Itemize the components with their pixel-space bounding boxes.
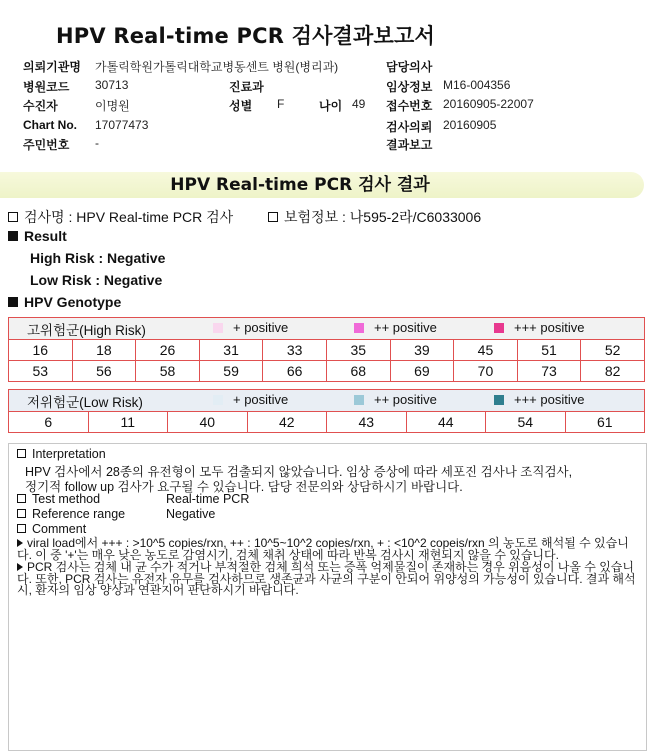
clinical-label: 임상정보 [386, 80, 433, 94]
genotype-cell: 69 [390, 361, 454, 382]
genotype-cell: 61 [565, 412, 645, 433]
genotype-line [8, 294, 121, 310]
rrn-value: - [95, 136, 99, 150]
genotype-cell: 40 [168, 412, 248, 433]
low-risk-result: Low Risk : Negative [30, 272, 163, 288]
test-name: 검사명 : HPV Real-time PCR 검사 [24, 209, 234, 225]
genotype-cell: 35 [326, 340, 390, 361]
checkbox-icon [8, 231, 18, 241]
report-title: HPV Real-time PCR 검사결과보고서 [56, 24, 435, 48]
insurance-info: 보험정보 : 나595-2라/C6033006 [284, 209, 482, 225]
genotype-cell: 68 [326, 361, 390, 382]
checkbox-icon [17, 494, 26, 503]
genotype-cell: 42 [247, 412, 327, 433]
legend-plus3-low [494, 392, 584, 407]
genotype-cell: 26 [136, 340, 200, 361]
genotype-cell: 18 [72, 340, 136, 361]
age-label: 나이 [319, 99, 343, 113]
genotype-cell: 54 [486, 412, 566, 433]
result-report-label: 결과보고 [386, 138, 433, 152]
dept-label: 진료과 [229, 80, 264, 94]
genotype-cell: 33 [263, 340, 327, 361]
genotype-cell: 66 [263, 361, 327, 382]
interpretation-header [17, 447, 106, 461]
checkbox-icon [8, 212, 18, 222]
table-row [9, 361, 645, 382]
receipt-value: 20160905-22007 [443, 97, 534, 111]
interpretation-box [8, 443, 647, 751]
legend-plus2-high [354, 320, 437, 335]
table-row [9, 412, 645, 433]
comment-paragraph-1 [17, 538, 642, 561]
high-risk-label: 고위험군(High Risk) [27, 322, 146, 338]
hospital-value: 가톨릭학원가톨릭대학교병동센트 병원(병리과) [95, 60, 339, 74]
swatch-icon [354, 395, 364, 405]
receipt-label: 접수번호 [386, 99, 433, 113]
result-line [8, 228, 67, 244]
table-row [9, 340, 645, 361]
legend-plus1-low [213, 392, 288, 407]
comment-text-1: viral load에서 +++ : >10^5 copies/rxn, ++ : 10^5~10^2 copies/rxn, + : <10^2 copeis/rxn 의 농도로 해석될 수 있습니다. 이 중 '+'는 매우 낮은 농도로 감염시기, 검체 채취 상태에 따라 반복 검사시 재현되지 않을 수 있습니다. [17, 536, 629, 562]
reference-range-row [17, 507, 125, 521]
swatch-icon [213, 395, 223, 405]
chart-label: Chart No. [23, 118, 77, 132]
checkbox-icon [17, 524, 26, 533]
legend-plus2-low [354, 392, 437, 407]
legend-label: ++ positive [374, 320, 437, 335]
genotype-cell: 56 [72, 361, 136, 382]
result-label: Result [24, 228, 67, 244]
bullet-arrow-icon [17, 563, 23, 571]
legend-label: +++ positive [514, 320, 585, 335]
swatch-icon [213, 323, 223, 333]
genotype-cell: 52 [581, 340, 645, 361]
legend-plus1-high [213, 320, 288, 335]
code-value: 30713 [95, 78, 129, 92]
genotype-cell: 59 [199, 361, 263, 382]
age-value: 49 [352, 97, 366, 111]
comment-label: Comment [32, 522, 87, 536]
genotype-cell: 11 [88, 412, 168, 433]
section-title: HPV Real-time PCR 검사 결과 [170, 175, 430, 195]
genotype-cell: 53 [9, 361, 73, 382]
checkbox-icon [17, 449, 26, 458]
comment-row [17, 522, 86, 536]
comment-paragraph-2 [17, 562, 642, 597]
genotype-cell: 43 [327, 412, 407, 433]
chart-value: 17077473 [95, 118, 149, 132]
genotype-cell: 45 [454, 340, 518, 361]
name-value: 이명원 [95, 99, 130, 113]
interpretation-line-1: HPV 검사에서 28종의 유전형이 모두 검출되지 않았습니다. 임상 증상에 따라 세포진 검사나 조직검사, [25, 465, 573, 479]
rrn-label: 주민번호 [23, 138, 70, 152]
low-risk-label: 저위험군(Low Risk) [27, 394, 143, 410]
interpretation-label: Interpretation [32, 447, 106, 461]
genotype-cell: 44 [406, 412, 486, 433]
high-risk-result: High Risk : Negative [30, 250, 166, 266]
genotype-label: HPV Genotype [24, 294, 122, 310]
swatch-icon [354, 323, 364, 333]
insurance-line [268, 207, 481, 227]
reference-range-value: Negative [166, 507, 216, 521]
checkbox-icon [8, 297, 18, 307]
swatch-icon [494, 323, 504, 333]
name-label: 수진자 [23, 99, 58, 113]
checkbox-icon [268, 212, 278, 222]
test-method-value: Real-time PCR [166, 492, 250, 506]
test-method-row [17, 492, 100, 506]
genotype-cell: 58 [136, 361, 200, 382]
reference-range-label: Reference range [32, 507, 126, 521]
comment-text-2: PCR 검사는 검체 내 균 수가 적거나 부적절한 검체 희석 또는 증폭 억제물질이 존재하는 경우 위음성이 나올 수 있습니다. 또한, PCR 검사는 유전자 유무를 검사하므로 생존균과 사균의 구분이 안되어 위양성의 가능성이 있습니다. 결과 해석 시, 환자의 임상 양상과 연관지어 판단하시기 바랍니다. [17, 560, 636, 597]
hospital-label: 의뢰기관명 [23, 60, 81, 74]
test-name-line [8, 207, 233, 227]
genotype-cell: 16 [9, 340, 73, 361]
swatch-icon [494, 395, 504, 405]
genotype-cell: 82 [581, 361, 645, 382]
sex-label: 성별 [229, 99, 253, 113]
genotype-cell: 73 [517, 361, 581, 382]
test-method-label: Test method [32, 492, 101, 506]
interpretation-line-2: 정기적 follow up 검사가 요구될 수 있습니다. 담당 전문의와 상담하시기 바랍니다. [25, 480, 463, 494]
genotype-cell: 39 [390, 340, 454, 361]
legend-label: ++ positive [374, 392, 437, 407]
genotype-cell: 6 [9, 412, 89, 433]
doctor-label: 담당의사 [386, 60, 433, 74]
request-value: 20160905 [443, 118, 497, 132]
genotype-cell: 31 [199, 340, 263, 361]
bullet-arrow-icon [17, 539, 23, 547]
genotype-cell: 70 [454, 361, 518, 382]
clinical-value: M16-004356 [443, 78, 511, 92]
checkbox-icon [17, 509, 26, 518]
request-label: 검사의뢰 [386, 120, 433, 134]
legend-label: + positive [233, 320, 289, 335]
genotype-cell: 51 [517, 340, 581, 361]
legend-plus3-high [494, 320, 584, 335]
code-label: 병원코드 [23, 80, 70, 94]
sex-value: F [277, 97, 285, 111]
legend-label: +++ positive [514, 392, 585, 407]
legend-label: + positive [233, 392, 289, 407]
